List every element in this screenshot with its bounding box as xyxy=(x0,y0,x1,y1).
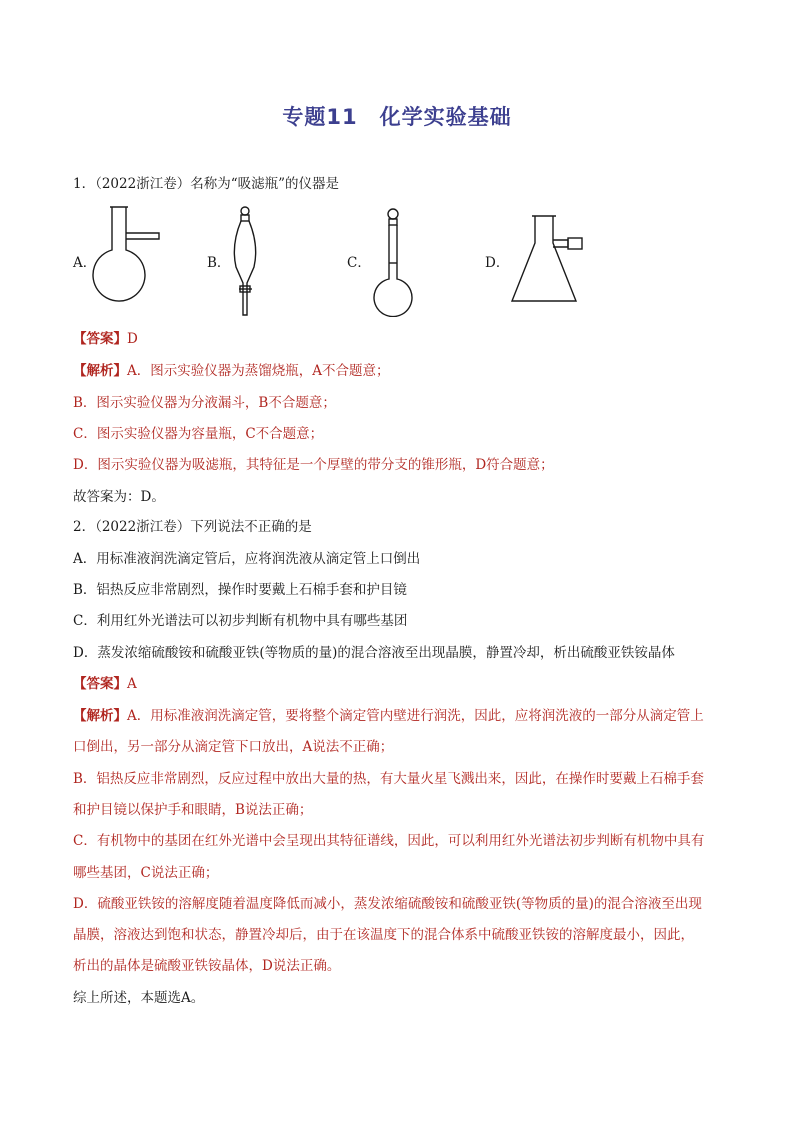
q2-option-d: D．蒸发浓缩硫酸铵和硫酸亚铁(等物质的量)的混合溶液至出现晶膜，静置冷却，析出硫酸亚铁铵晶体 xyxy=(73,645,675,661)
q2-analysis-line: C．有机物中的基团在红外光谱中会呈现出其特征谱线，因此，可以利用红外光谱法初步判断有机物中具有 xyxy=(73,833,705,849)
q2-analysis-line: 晶膜，溶液达到饱和状态，静置冷却后，由于在该温度下的混合体系中硫酸亚铁铵的溶解度最小，因此， xyxy=(73,927,694,943)
q2-analysis-line: 口倒出，另一部分从滴定管下口放出，A说法不正确； xyxy=(73,739,394,755)
q2-analysis-label: 【解析】 xyxy=(73,708,127,724)
q2-conclusion: 综上所述，本题选A。 xyxy=(73,990,205,1006)
suction-flask-icon xyxy=(508,213,588,305)
q2-analysis-first-text: A．用标准液润洗滴定管，要将整个滴定管内壁进行润洗，因此，应将润洗液的一部分从滴定管上 xyxy=(127,708,704,724)
q1-option-c-label: C． xyxy=(347,255,371,271)
q1-answer-label: 【答案】 xyxy=(73,331,127,347)
page-title: 专题11 化学实验基础 xyxy=(282,105,512,129)
q1-option-d-label: D． xyxy=(485,255,510,271)
q2-answer-value: A xyxy=(127,676,137,692)
q2-stem: 2．（2022浙江卷）下列说法不正确的是 xyxy=(73,519,312,535)
q1-option-a-label: A． xyxy=(73,255,97,271)
q2-answer xyxy=(73,675,733,693)
q2-option-c: C．利用红外光谱法可以初步判断有机物中具有哪些基团 xyxy=(73,613,408,629)
volumetric-flask-icon xyxy=(370,207,416,317)
q2-option-a: A．用标准液润洗滴定管后，应将润洗液从滴定管上口倒出 xyxy=(73,551,421,567)
q1-option-b-label: B． xyxy=(207,255,231,271)
q1-stem: 1．（2022浙江卷）名称为“吸滤瓶”的仪器是 xyxy=(73,176,339,192)
q1-analysis-first-text: A．图示实验仪器为蒸馏烧瓶，A不合题意； xyxy=(127,363,390,379)
q1-analysis-line: D．图示实验仪器为吸滤瓶，其特征是一个厚壁的带分支的锥形瓶，D符合题意； xyxy=(73,457,554,473)
q1-analysis-line: B．图示实验仪器为分液漏斗，B不合题意； xyxy=(73,395,336,411)
q2-analysis-line: 析出的晶体是硫酸亚铁铵晶体，D说法正确。 xyxy=(73,958,341,974)
q2-answer-label: 【答案】 xyxy=(73,676,127,692)
separatory-funnel-icon xyxy=(228,205,262,317)
q2-analysis-line: B．铝热反应非常剧烈，反应过程中放出大量的热，有大量火星飞溅出来，因此，在操作时要戴上石棉手套 xyxy=(73,771,704,787)
q1-analysis-label: 【解析】 xyxy=(73,363,127,379)
q2-analysis-line: D．硫酸亚铁铵的溶解度随着温度降低而减小，蒸发浓缩硫酸铵和硫酸亚铁(等物质的量)的混合溶液至出现 xyxy=(73,896,702,912)
q1-answer xyxy=(73,330,733,348)
q2-analysis-line: 哪些基团，C说法正确； xyxy=(73,865,219,881)
q2-analysis-first xyxy=(73,707,733,725)
q1-conclusion: 故答案为：D。 xyxy=(73,489,165,505)
q2-analysis-line: 和护目镜以保护手和眼睛，B说法正确； xyxy=(73,802,313,818)
q1-analysis-line: C．图示实验仪器为容量瓶，C不合题意； xyxy=(73,426,324,442)
distilling-flask-icon xyxy=(92,203,162,306)
q2-option-b: B．铝热反应非常剧烈，操作时要戴上石棉手套和护目镜 xyxy=(73,582,407,598)
q1-analysis-first xyxy=(73,362,733,380)
q1-answer-value: D xyxy=(127,331,138,347)
